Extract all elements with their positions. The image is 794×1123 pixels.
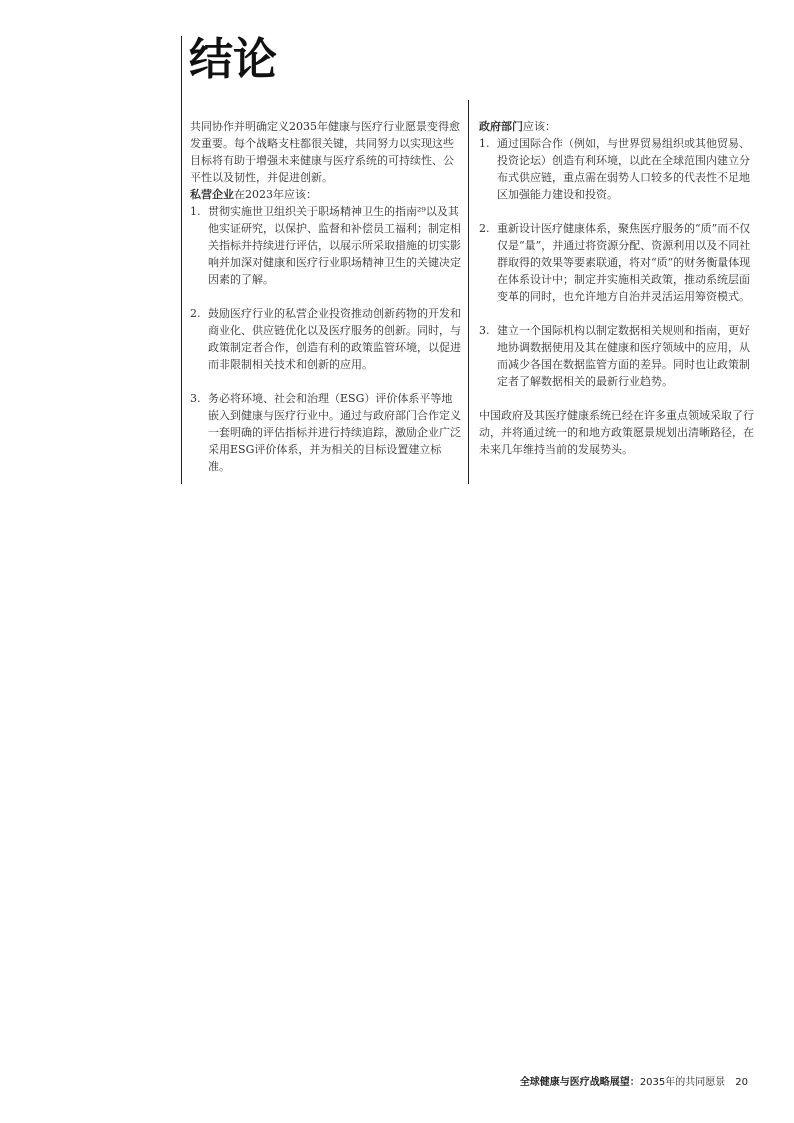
closing-paragraph: 中国政府及其医疗健康系统已经在许多重点领域采取了行动，并将通过统一的和地方政策愿景规划出清晰路径，在未来几年维持当前的发展势头。 [479,409,754,456]
private-sector-heading [190,186,462,203]
page-footer [520,1076,748,1090]
list-text: 建立一个国际机构以制定数据相关规则和指南，更好地协调数据使用及其在健康和医疗领域中的应用，从而减少各国在数据监管方面的差异。同时也让政策制定者了解数据相关的最新行业趋势。 [497,324,750,388]
heading-bold: 私营企业 [190,188,234,201]
list-number: 1. [479,137,490,150]
list-number: 2. [190,307,201,320]
footer-title-bold: 全球健康与医疗战略展望： [519,1077,640,1088]
list-item [190,203,462,288]
list-item [190,390,462,475]
list-number: 3. [190,392,201,405]
intro-paragraph: 共同协作并明确定义2035年健康与医疗行业愿景变得愈发重要。每个战略支柱都很关键，共同努力以实现这些目标将有助于增强未来健康与医疗系统的可持续性、公平性以及韧性，并促进创新。 [190,120,460,184]
private-sector-list [190,203,462,475]
government-list [479,135,755,390]
list-item [479,135,755,203]
heading-rest: 在2023年应该： [234,188,317,201]
footer-title-rest: 2035年的共同愿景 [639,1077,726,1088]
right-column [479,118,755,458]
heading-rest: 应该： [523,120,556,133]
list-item [479,322,755,390]
list-text: 通过国际合作（例如，与世界贸易组织或其他贸易、投资论坛）创造有利环境，以此在全球范围内建立分布式供应链，重点需在弱势人口较多的代表性不足地区加强能力建设和投资。 [497,137,750,201]
list-number: 2. [479,222,490,235]
column-divider-line [468,100,469,484]
list-text: 贯彻实施世卫组织关于职场精神卫生的指南²⁹以及其他实证研究，以保护、监督和补偿员工福利；制定相关指标并持续进行评估，以展示所采取措施的切实影响并加深对健康和医疗行业职场精神卫生的关键决定因素的了解。 [208,205,461,286]
left-column [190,118,462,492]
list-item [479,220,755,305]
title-divider-line [181,36,182,484]
list-number: 1. [190,205,201,218]
list-item [190,305,462,373]
list-text: 重新设计医疗健康体系，聚焦医疗服务的“质”而不仅仅是“量”，并通过将资源分配、资源利用以及不同社群取得的效果等要素联通，将对“质”的财务衡量体现在体系设计中；制定并实施相关政策，推动系统层面变革的同时，也允许地方自治并灵活运用筹资模式。 [497,222,751,303]
list-text: 鼓励医疗行业的私营企业投资推动创新药物的开发和商业化、供应链优化以及医疗服务的创新。同时，与政策制定者合作，创造有利的政策监管环境，以促进而非限制相关技术和创新的应用。 [208,307,461,371]
list-text: 务必将环境、社会和治理（ESG）评价体系平等地嵌入到健康与医疗行业中。通过与政府部门合作定义一套明确的评估指标并进行持续追踪，激励企业广泛采用ESG评价体系，并为相关的目标设置建立标准。 [208,392,461,473]
list-number: 3. [479,324,490,337]
page-title: 结论 [189,34,277,85]
page-number: 20 [735,1077,748,1088]
government-heading [479,118,755,135]
heading-bold: 政府部门 [479,120,523,133]
